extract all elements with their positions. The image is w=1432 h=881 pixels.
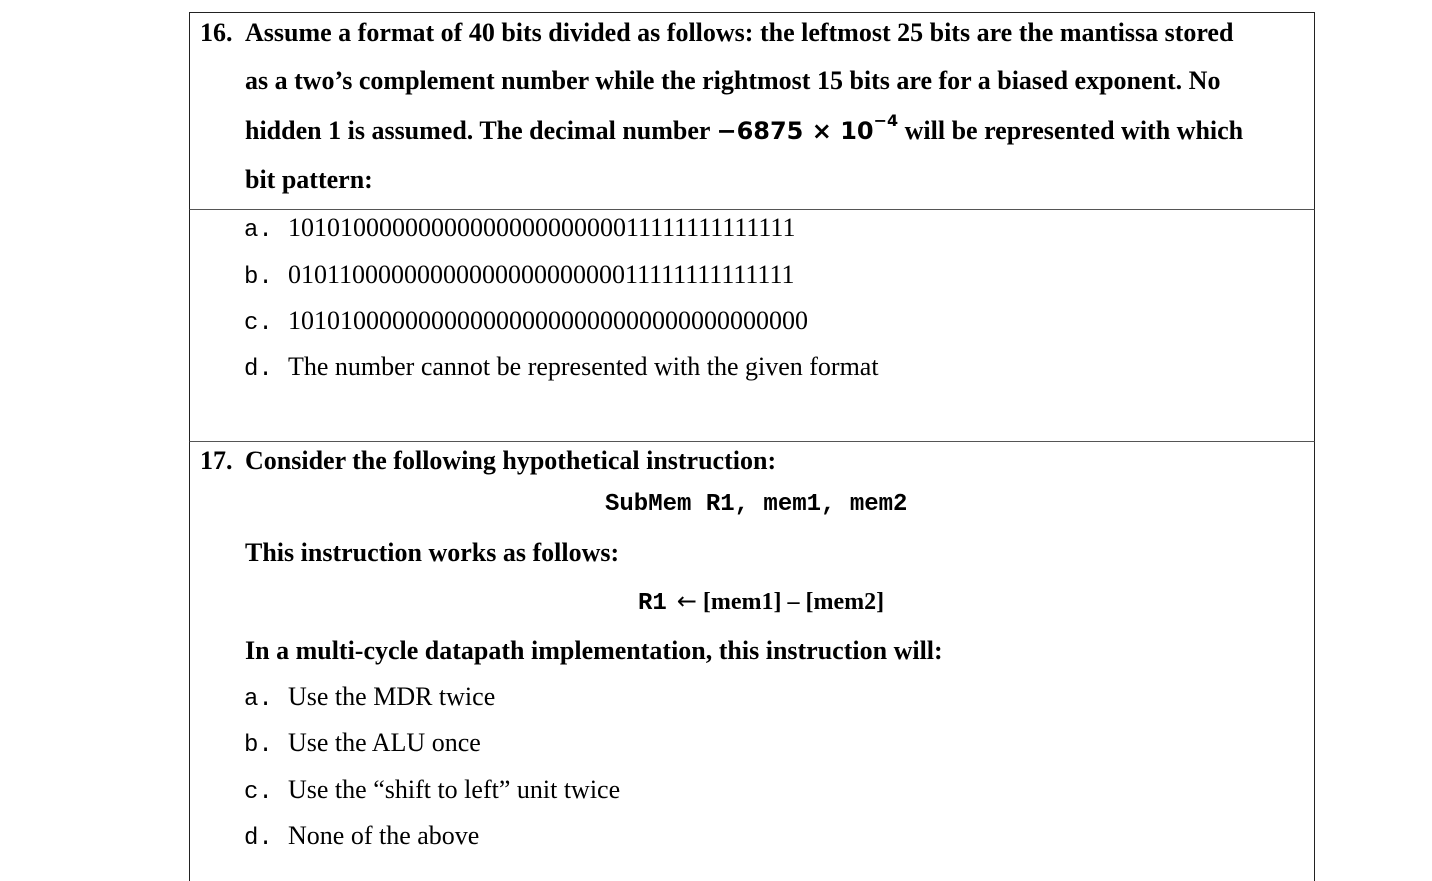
question-17-box bbox=[189, 441, 1315, 881]
q17-question: In a multi-cycle datapath implementation, this instruction will: bbox=[245, 636, 943, 665]
q16-stem-line-3 bbox=[245, 111, 1244, 147]
option-letter: a. bbox=[244, 217, 273, 244]
q16-math-value: −6875 × 10 bbox=[716, 117, 874, 145]
q16-stem-text-1: Assume a format of 40 bits divided as follows: the leftmost 25 bits are the mantissa stored bbox=[245, 18, 1234, 47]
option-letter: a. bbox=[244, 686, 273, 713]
q16-stem-text-2: as a two’s complement number while the rightmost 15 bits are for a biased exponent. No bbox=[245, 66, 1221, 95]
question-number: 16. bbox=[200, 18, 233, 47]
q16-option-a[interactable] bbox=[244, 212, 795, 244]
q17-option-d[interactable] bbox=[244, 820, 479, 852]
option-letter: b. bbox=[244, 732, 273, 759]
q17-instruction: SubMem R1, mem1, mem2 bbox=[605, 491, 908, 518]
option-letter: d. bbox=[244, 356, 273, 383]
q16-option-d[interactable] bbox=[244, 351, 879, 383]
question-number: 17. bbox=[200, 446, 233, 475]
option-letter: b. bbox=[244, 264, 273, 291]
option-text: Use the “shift to left” unit twice bbox=[288, 775, 621, 804]
option-letter: c. bbox=[244, 310, 273, 337]
q17-rtl-expression bbox=[638, 585, 884, 617]
q17-option-c[interactable] bbox=[244, 774, 620, 806]
option-text: The number cannot be represented with the given format bbox=[288, 352, 879, 381]
q16-stem-text-4: bit pattern: bbox=[245, 165, 373, 194]
rtl-source-expression: [mem1] – [mem2] bbox=[702, 589, 885, 615]
question-17-stem bbox=[200, 445, 776, 477]
q16-stem-line-4 bbox=[245, 164, 373, 196]
question-16-stem-box bbox=[189, 12, 1315, 210]
left-arrow-icon: ← bbox=[676, 587, 697, 615]
option-text: 1010100000000000000000000000000000000000 bbox=[288, 306, 808, 335]
q17-option-a[interactable] bbox=[244, 681, 495, 713]
q16-option-c[interactable] bbox=[244, 305, 808, 337]
q16-stem-text-3: hidden 1 is assumed. The decimal number bbox=[245, 116, 710, 145]
q17-option-b[interactable] bbox=[244, 727, 481, 759]
q16-stem-line-1 bbox=[200, 17, 1233, 49]
rtl-destination: R1 bbox=[638, 590, 667, 617]
option-text: None of the above bbox=[288, 821, 480, 850]
option-letter: c. bbox=[244, 779, 273, 806]
q17-stem-text: Consider the following hypothetical instruction: bbox=[245, 446, 777, 475]
option-letter: d. bbox=[244, 825, 273, 852]
question-16-options-box bbox=[189, 209, 1315, 442]
option-text: 1010100000000000000000000011111111111111 bbox=[288, 213, 796, 242]
q16-stem-tail: will be represented with which bbox=[904, 116, 1244, 145]
option-text: Use the ALU once bbox=[288, 728, 481, 757]
option-text: 0101100000000000000000000011111111111111 bbox=[288, 260, 795, 289]
q16-option-b[interactable] bbox=[244, 259, 795, 291]
q17-works-label: This instruction works as follows: bbox=[245, 538, 620, 567]
q16-stem-line-2 bbox=[245, 65, 1220, 97]
option-text: Use the MDR twice bbox=[288, 682, 496, 711]
q16-math-exponent: −4 bbox=[873, 111, 899, 130]
q16-math-expression bbox=[716, 111, 899, 145]
